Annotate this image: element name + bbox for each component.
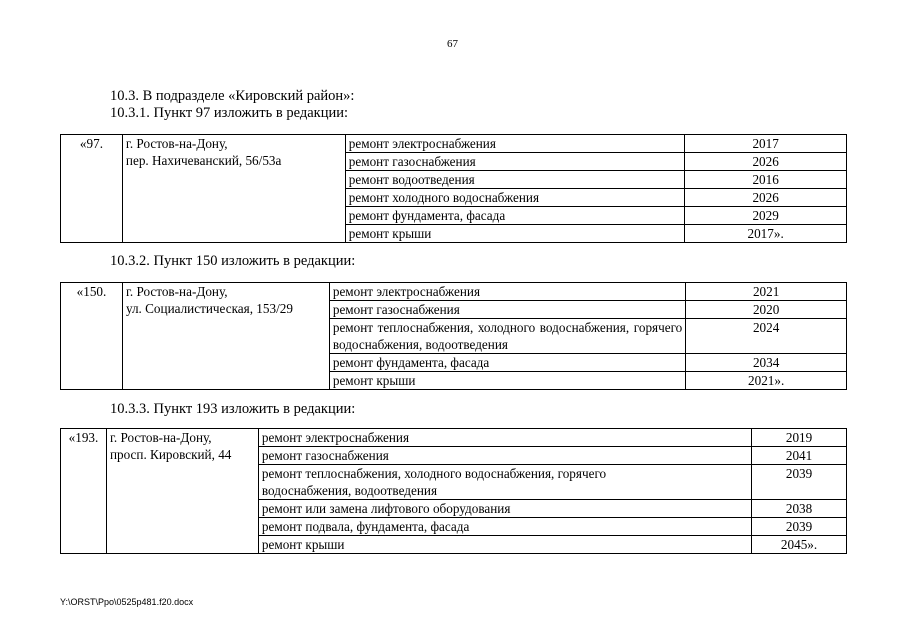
year-value: 2026 xyxy=(752,154,779,169)
year-cell xyxy=(685,207,847,225)
section-caption-150: 10.3.2. Пункт 150 изложить в редакции: xyxy=(110,253,356,269)
subsection-heading: 10.3. В подразделе «Кировский район»: xyxy=(110,88,355,104)
year-cell xyxy=(752,500,847,518)
year-cell xyxy=(752,465,847,500)
year-value: 2034 xyxy=(752,355,780,370)
year-cell xyxy=(752,536,847,554)
year-cell xyxy=(686,301,847,319)
work-cell: ремонт фундамента, фасада xyxy=(345,207,684,225)
work-cell: ремонт водоотведения xyxy=(345,171,684,189)
work-cell: ремонт или замена лифтового оборудования xyxy=(258,500,751,518)
item-address xyxy=(106,429,258,554)
address-street: просп. Кировский, 44 xyxy=(109,447,232,462)
year-value: 2039 xyxy=(785,519,813,534)
year-value: 2029 xyxy=(752,208,779,223)
year-cell xyxy=(685,171,847,189)
address-street: ул. Социалистическая, 153/29 xyxy=(125,301,293,316)
year-cell xyxy=(686,372,847,390)
work-cell: ремонт подвала, фундамента, фасада xyxy=(258,518,751,536)
year-value: 2017». xyxy=(747,226,784,241)
year-value: 2039 xyxy=(785,466,813,481)
year-cell xyxy=(752,429,847,447)
file-path-footer: Y:\ORST\Ppo\0525p481.f20.docx xyxy=(60,597,194,607)
year-value: 2024 xyxy=(752,320,780,335)
item-table-150 xyxy=(60,282,847,390)
year-cell xyxy=(686,283,847,301)
work-cell: ремонт газоснабжения xyxy=(329,301,685,319)
work-cell: ремонт теплоснабжения, холодного водоснабжения, горячего водоснабжения, водоотведения xyxy=(329,319,685,354)
work-cell: ремонт холодного водоснабжения xyxy=(345,189,684,207)
year-value: 2020 xyxy=(752,302,780,317)
table-row xyxy=(61,429,847,447)
section-caption-97: 10.3.1. Пункт 97 изложить в редакции: xyxy=(110,105,349,121)
year-cell xyxy=(685,135,847,153)
work-cell: ремонт теплоснабжения, холодного водоснабжения, горячего водоснабжения, водоотведения xyxy=(258,465,751,500)
item-number: «150. xyxy=(61,283,123,390)
work-cell: ремонт крыши xyxy=(345,225,684,243)
work-cell: ремонт газоснабжения xyxy=(258,447,751,465)
year-cell xyxy=(685,225,847,243)
address-street: пер. Нахичеванский, 56/53а xyxy=(125,153,282,168)
address-city: г. Ростов-на-Дону, xyxy=(109,430,212,445)
work-cell: ремонт газоснабжения xyxy=(345,153,684,171)
year-value: 2026 xyxy=(752,190,779,205)
item-table-193 xyxy=(60,428,847,554)
work-cell: ремонт электроснабжения xyxy=(258,429,751,447)
work-cell: ремонт электроснабжения xyxy=(329,283,685,301)
section-caption-193: 10.3.3. Пункт 193 изложить в редакции: xyxy=(110,401,356,417)
address-city: г. Ростов-на-Дону, xyxy=(125,284,228,299)
year-value: 2021». xyxy=(748,373,785,388)
work-cell: ремонт крыши xyxy=(329,372,685,390)
year-value: 2038 xyxy=(785,501,813,516)
year-value: 2017 xyxy=(752,136,779,151)
year-value: 2019 xyxy=(785,430,813,445)
item-number: «97. xyxy=(61,135,123,243)
item-table-97 xyxy=(60,134,847,243)
item-address xyxy=(122,283,329,390)
year-cell xyxy=(686,354,847,372)
item-number: «193. xyxy=(61,429,107,554)
item-address xyxy=(122,135,345,243)
page-number: 67 xyxy=(447,38,458,50)
work-cell: ремонт фундамента, фасада xyxy=(329,354,685,372)
year-cell xyxy=(685,189,847,207)
year-cell xyxy=(686,319,847,354)
address-city: г. Ростов-на-Дону, xyxy=(125,136,228,151)
year-cell xyxy=(685,153,847,171)
work-cell: ремонт электроснабжения xyxy=(345,135,684,153)
year-value: 2045». xyxy=(780,537,818,552)
work-cell: ремонт крыши xyxy=(258,536,751,554)
year-value: 2016 xyxy=(752,172,779,187)
year-cell xyxy=(752,518,847,536)
year-cell xyxy=(752,447,847,465)
table-row xyxy=(61,283,847,301)
year-value: 2041 xyxy=(785,448,813,463)
year-value: 2021 xyxy=(752,284,780,299)
table-row xyxy=(61,135,847,153)
